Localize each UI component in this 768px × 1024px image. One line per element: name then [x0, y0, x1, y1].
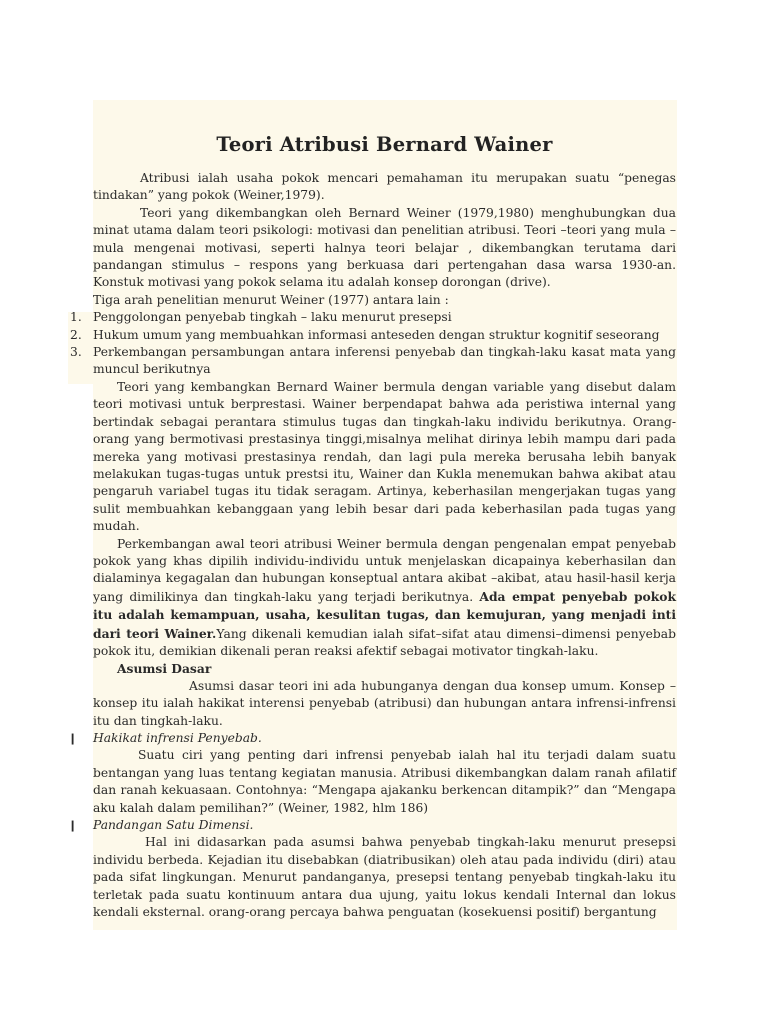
list-item — [70, 327, 676, 344]
article-title: Teori Atribusi Bernard Wainer — [216, 133, 553, 156]
section-subheading: Asumsi Dasar — [117, 661, 212, 677]
list-item-text: Hukum umum yang membuahkan informasi anteseden dengan struktur kognitif seseorang — [93, 327, 660, 342]
paragraph: Asumsi dasar teori ini ada hubunganya dengan dua konsep umum. Konsep – konsep itu ialah hakikat interensi penyebab (atribusi) dan hubungan antara infrensi-infrensi itu dan tingkah-laku. — [93, 678, 676, 728]
paragraph: Atribusi ialah usaha pokok mencari pemahaman itu merupakan suatu “penegas tindakan” yang pokok (Weiner,1979). — [93, 171, 676, 203]
paragraph: Hal ini didasarkan pada asumsi bahwa penyebab tingkah-laku menurut presepsi individu berbeda. Kejadian itu disebabkan (diatribusikan) oleh atau pada individu (diri) atau pada sifat lingkungan. Menurut pandanganya, presepsi tentang penyebab tingkah-laku itu terletak pada suatu kontinuum antara dua ujung, yaitu lokus kendali Internal dan lokus kendali eksternal. orang-orang percaya bahwa penguatan (kosekuensi positif) bergantung — [93, 835, 676, 920]
list-number: 3. — [70, 345, 82, 360]
list-intro: Tiga arah penelitian menurut Weiner (1977) antara lain : — [93, 292, 449, 307]
list-item-text: Perkembangan persambungan antara inferensi penyebab dan tingkah-laku kasat mata yang muncul berikutnya — [93, 345, 676, 377]
list-item-text: Penggolongan penyebab tingkah – laku menurut presepsi — [93, 310, 452, 325]
paragraph-text: Yang dikenali kemudian ialah sifat–sifat atau dimensi–dimensi penyebab pokok itu, demikian dikenali peran reaksi afektif sebagai motivator tingkah-laku. — [93, 626, 676, 658]
bullet-mark-icon: ❙ — [68, 819, 78, 833]
bullet-heading — [68, 730, 676, 747]
list-number: 2. — [70, 327, 82, 342]
list-item — [70, 344, 676, 379]
bullet-mark-icon: ❙ — [68, 732, 78, 745]
paragraph — [93, 536, 676, 661]
bullet-heading-text: Hakikat infrensi Penyebab. — [93, 731, 262, 745]
research-list — [70, 309, 676, 379]
paragraph: Suatu ciri yang penting dari infrensi penyebab ialah hal itu terjadi dalam suatu bentangan yang luas tentang kegiatan manusia. Atribusi dikembangkan dalam ranah afilatif dan ranah kekuasaan. Contohnya: “Mengapa ajakanku berkencan ditampik?” dan “Mengapa aku kalah dalam pemilihan?” (Weiner, 1982, hlm 186) — [93, 748, 676, 815]
bullet-heading-text: Pandangan Satu Dimensi. — [93, 818, 254, 833]
paragraph-bold-text: Ada empat penyebab pokok itu adalah kemampuan, usaha, kesulitan tugas, dan kemujuran, yang menjadi inti dari teori Wainer. — [93, 588, 676, 641]
list-item — [70, 309, 676, 326]
article-body — [68, 170, 676, 921]
bullet-heading — [68, 817, 676, 834]
paragraph: Teori yang kembangkan Bernard Wainer bermula dengan variable yang disebut dalam teori motivasi untuk berprestasi. Wainer berpendapat bahwa ada peristiwa internal yang bertindak sebagai perantara stimulus tugas dan tingkah-laku individu berikutnya. Orang-orang yang bermotivasi prestasinya tinggi,misalnya melihat dirinya lebih mampu dari pada mereka yang motivasi prestasinya rendah, dan lagi pula mereka berusaha lebih banyak melakukan tugas-tugas untuk prestsi itu, Wainer dan Kukla menemukan bahwa akibat atau pengaruh variabel tugas itu tidak seragam. Artinya, keberhasilan mengerjakan tugas yang sulit membuahkan kebanggaan yang lebih besar dari pada keberhasilan pada tugas yang mudah. — [93, 379, 676, 534]
list-number: 1. — [70, 310, 82, 325]
paragraph: Teori yang dikembangkan oleh Bernard Weiner (1979,1980) menghubungkan dua minat utama dalam teori psikologi: motivasi dan penelitian atribusi. Teori –teori yang mula – mula mengenai motivasi, seperti halnya teori belajar , dikembangkan terutama dari pandangan stimulus – respons yang berkuasa dari pertengahan dasa warsa 1930-an. Konstuk motivasi yang pokok selama itu adalah konsep dorongan (drive). — [93, 205, 676, 290]
paragraph-text: Perkembangan awal teori atribusi Weiner bermula dengan pengenalan empat penyebab pokok yang khas dipilih individu-individu untuk menjelaskan dicapainya keberhasilan dan dialaminya kegagalan dan hubungan konseptual antara akibat –akibat, atau hasil-hasil kerja yang dimilikinya dan tingkah-laku yang terjadi berikutnya. — [93, 536, 676, 604]
